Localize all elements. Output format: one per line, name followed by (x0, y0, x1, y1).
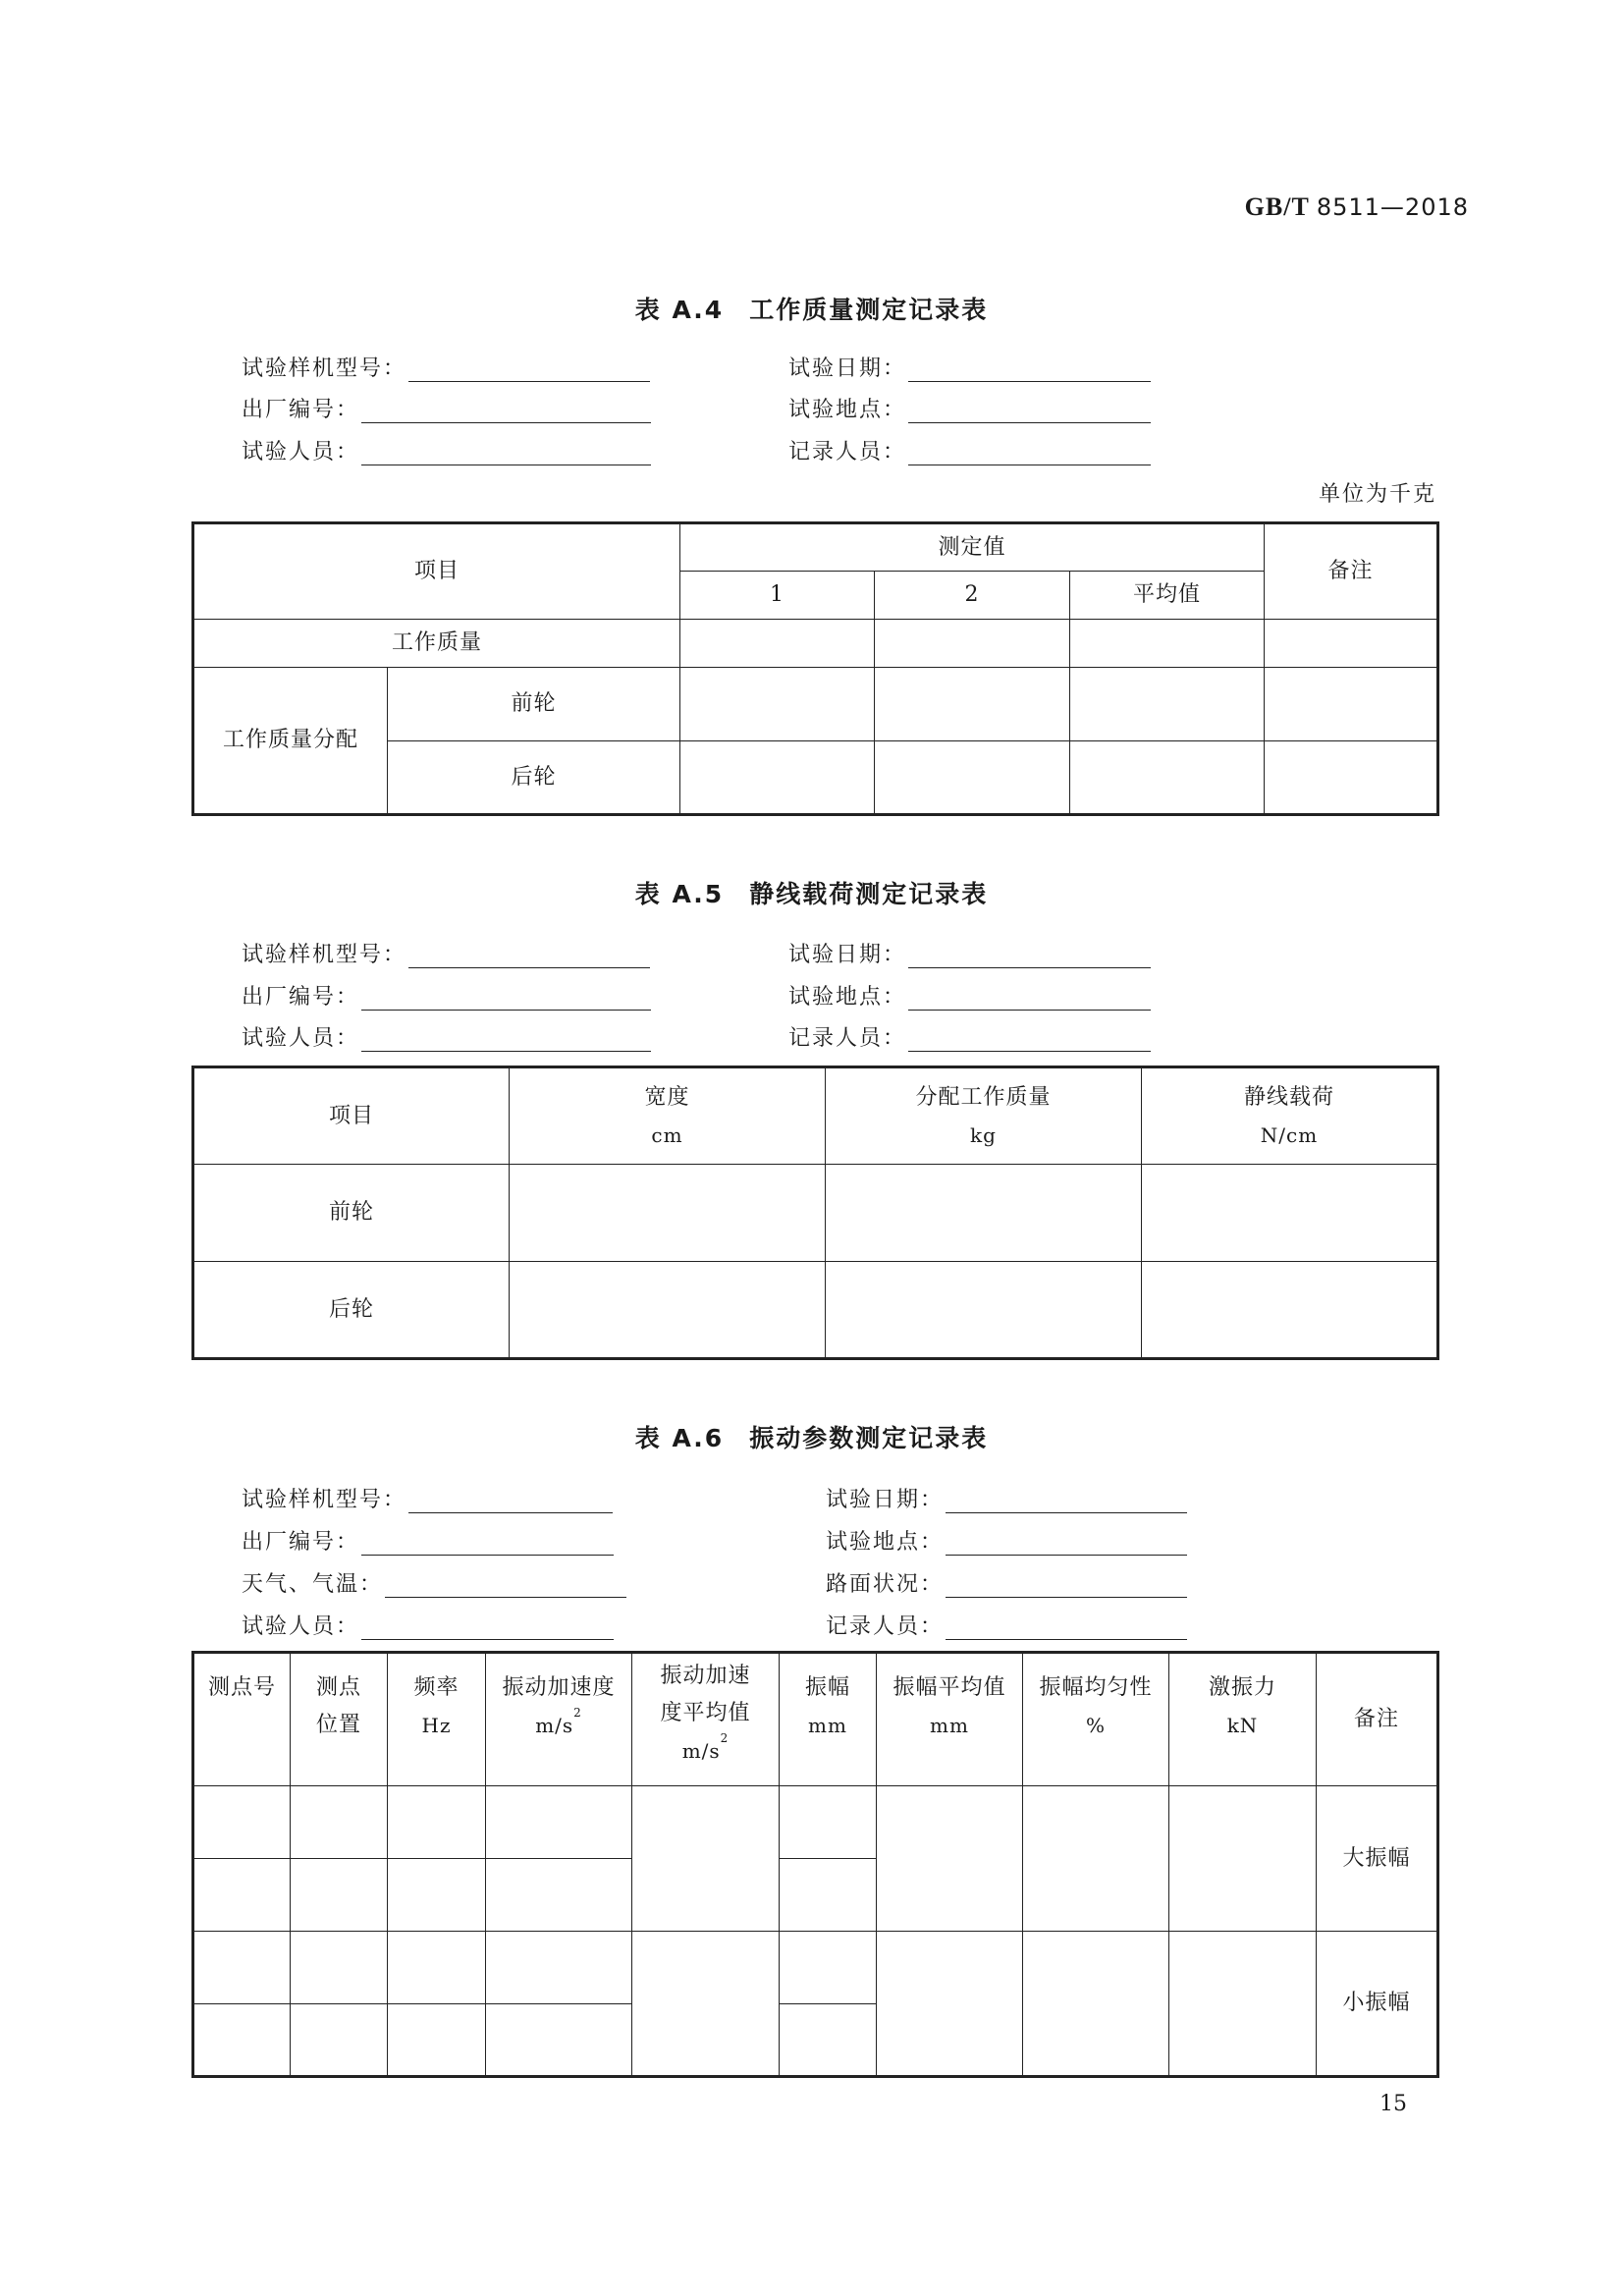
a6-weather-input[interactable] (385, 1575, 626, 1598)
a5-test-date-field: 试验日期： (788, 938, 1151, 968)
a6-cell[interactable] (1023, 1932, 1169, 2077)
table-a5-caption: 表 A.5 静线载荷测定记录表 (634, 880, 989, 908)
a4-cell[interactable] (875, 668, 1070, 741)
a6-sample-model-field: 试验样机型号： (242, 1483, 613, 1513)
a4-unit-note: 单位为千克 (1318, 482, 1436, 507)
a6-header-amp: 振幅 mm (780, 1653, 877, 1786)
a6-recorder-input[interactable] (946, 1617, 1187, 1640)
a5-cell[interactable] (1142, 1165, 1438, 1262)
a6-weather-field: 天气、气温： (242, 1567, 626, 1598)
a5-recorder-input[interactable] (908, 1029, 1151, 1052)
a4-tester-input[interactable] (361, 443, 651, 465)
a4-test-location-field: 试验地点： (788, 393, 1151, 423)
a6-header-accel-avg: 振动加速 度平均值 $m/s^2$ (632, 1653, 780, 1786)
a4-row-sublabel: 前轮 (388, 668, 680, 741)
a4-cell[interactable] (1070, 620, 1265, 668)
a6-cell[interactable] (1169, 1786, 1317, 1932)
a5-factory-number-input[interactable] (361, 988, 651, 1011)
a6-cell[interactable] (193, 1859, 291, 1932)
a4-test-location-input[interactable] (908, 401, 1151, 423)
a5-cell[interactable] (510, 1262, 826, 1359)
table-a6 (191, 1651, 1439, 2078)
a6-header-amp-avg: 振幅平均值 mm (877, 1653, 1023, 1786)
a6-cell[interactable] (486, 1932, 632, 2004)
a4-test-date-input[interactable] (908, 359, 1151, 382)
a5-row-front (193, 1165, 1438, 1262)
a6-header-force: 激振力 kN (1169, 1653, 1317, 1786)
a4-row-sublabel: 后轮 (388, 741, 680, 815)
a6-cell[interactable] (780, 1786, 877, 1859)
a6-cell[interactable] (388, 1786, 486, 1859)
a4-row-work-mass (193, 620, 1438, 668)
table-a4 (191, 521, 1439, 816)
a6-cell[interactable] (291, 1859, 388, 1932)
a5-cell[interactable] (826, 1165, 1142, 1262)
a6-cell[interactable] (193, 2004, 291, 2077)
a5-recorder-field: 记录人员： (788, 1021, 1151, 1052)
a4-sample-model-field: 试验样机型号： (242, 352, 650, 382)
a5-header-mass: 分配工作质量 kg (826, 1067, 1142, 1165)
a6-row-small-1 (193, 1932, 1438, 2004)
a6-cell[interactable] (632, 1786, 780, 1932)
a4-header-remark: 备注 (1265, 523, 1438, 620)
table-a6-caption: 表 A.6 振动参数测定记录表 (634, 1424, 989, 1452)
a4-factory-number-input[interactable] (361, 401, 651, 423)
a4-factory-number-field: 出厂编号： (242, 393, 651, 423)
a6-header-point-no: 测点号 (193, 1653, 291, 1786)
a6-cell[interactable] (486, 1859, 632, 1932)
a5-test-location-field: 试验地点： (788, 980, 1151, 1011)
a5-row-rear (193, 1262, 1438, 1359)
a5-cell[interactable] (510, 1165, 826, 1262)
a6-test-date-input[interactable] (946, 1491, 1187, 1513)
a6-cell[interactable] (486, 2004, 632, 2077)
a6-cell[interactable] (193, 1932, 291, 2004)
a4-cell[interactable] (1265, 620, 1438, 668)
a5-tester-input[interactable] (361, 1029, 651, 1052)
a6-factory-number-field: 出厂编号： (242, 1525, 614, 1556)
a6-test-location-input[interactable] (946, 1533, 1187, 1556)
a4-recorder-field: 记录人员： (788, 435, 1151, 465)
a6-row-large-1 (193, 1786, 1438, 1859)
a4-cell[interactable] (875, 741, 1070, 815)
a6-cell[interactable] (193, 1786, 291, 1859)
a6-cell[interactable] (388, 1859, 486, 1932)
a6-cell[interactable] (291, 1932, 388, 2004)
a6-road-input[interactable] (946, 1575, 1187, 1598)
a5-header-load: 静线载荷 N/cm (1142, 1067, 1438, 1165)
a4-header-m2: 2 (875, 572, 1070, 620)
a5-header-item: 项目 (193, 1067, 510, 1165)
a4-header-avg: 平均值 (1070, 572, 1265, 620)
a5-sample-model-input[interactable] (408, 946, 650, 968)
a5-row-label: 后轮 (193, 1262, 510, 1359)
a6-header-remark: 备注 (1317, 1653, 1438, 1786)
a6-cell[interactable] (291, 1786, 388, 1859)
a4-tester-field: 试验人员： (242, 435, 651, 465)
a4-row-label: 工作质量分配 (193, 668, 388, 815)
a6-cell[interactable] (877, 1932, 1023, 2077)
a4-header-measured: 测定值 (680, 523, 1265, 572)
a6-test-date-field: 试验日期： (826, 1483, 1187, 1513)
a4-row-front (193, 668, 1438, 741)
a5-factory-number-field: 出厂编号： (242, 980, 651, 1011)
a4-recorder-input[interactable] (908, 443, 1151, 465)
a6-tester-input[interactable] (361, 1617, 614, 1640)
a4-cell[interactable] (875, 620, 1070, 668)
a6-test-location-field: 试验地点： (826, 1525, 1187, 1556)
page-number: 15 (1380, 2092, 1407, 2116)
a5-cell[interactable] (1142, 1262, 1438, 1359)
a4-sample-model-input[interactable] (408, 359, 650, 382)
a6-cell[interactable] (1169, 1932, 1317, 2077)
a5-tester-field: 试验人员： (242, 1021, 651, 1052)
a4-cell[interactable] (1265, 741, 1438, 815)
a6-header-amp-uniform: 振幅均匀性 % (1023, 1653, 1169, 1786)
a6-cell[interactable] (388, 2004, 486, 2077)
a6-sample-model-input[interactable] (408, 1491, 613, 1513)
table-a5 (191, 1066, 1439, 1360)
a5-test-location-input[interactable] (908, 988, 1151, 1011)
a6-cell[interactable] (780, 2004, 877, 2077)
a6-cell[interactable] (291, 2004, 388, 2077)
a6-row-label-small: 小振幅 (1317, 1932, 1438, 2077)
a6-header-freq: 频率 Hz (388, 1653, 486, 1786)
a5-test-date-input[interactable] (908, 946, 1151, 968)
a6-cell[interactable] (632, 1932, 780, 2077)
a4-header-item: 项目 (193, 523, 680, 620)
a6-cell[interactable] (388, 1932, 486, 2004)
table-a4-caption: 表 A.4 工作质量测定记录表 (634, 296, 989, 324)
a4-cell[interactable] (1070, 741, 1265, 815)
a4-row-label: 工作质量 (193, 620, 680, 668)
a4-cell[interactable] (680, 741, 875, 815)
a5-cell[interactable] (826, 1262, 1142, 1359)
a6-cell[interactable] (877, 1786, 1023, 1932)
a6-tester-field: 试验人员： (242, 1610, 614, 1640)
a5-sample-model-field: 试验样机型号： (242, 938, 650, 968)
a4-header-m1: 1 (680, 572, 875, 620)
a6-factory-number-input[interactable] (361, 1533, 614, 1556)
a4-cell[interactable] (680, 668, 875, 741)
standard-number: GB/T 8511—2018 (1244, 192, 1469, 221)
a4-cell[interactable] (680, 620, 875, 668)
a5-header-width: 宽度 cm (510, 1067, 826, 1165)
a6-row-label-large: 大振幅 (1317, 1786, 1438, 1932)
a4-test-date-field: 试验日期： (788, 352, 1151, 382)
a6-cell[interactable] (1023, 1786, 1169, 1932)
a5-row-label: 前轮 (193, 1165, 510, 1262)
a6-cell[interactable] (780, 1932, 877, 2004)
a6-header-point-pos: 测点 位置 (291, 1653, 388, 1786)
a6-cell[interactable] (780, 1859, 877, 1932)
a6-cell[interactable] (486, 1786, 632, 1859)
a6-recorder-field: 记录人员： (826, 1610, 1187, 1640)
a4-cell[interactable] (1070, 668, 1265, 741)
a6-header-accel: 振动加速度 $m/s^2$ (486, 1653, 632, 1786)
a4-cell[interactable] (1265, 668, 1438, 741)
a6-road-field: 路面状况： (826, 1567, 1187, 1598)
